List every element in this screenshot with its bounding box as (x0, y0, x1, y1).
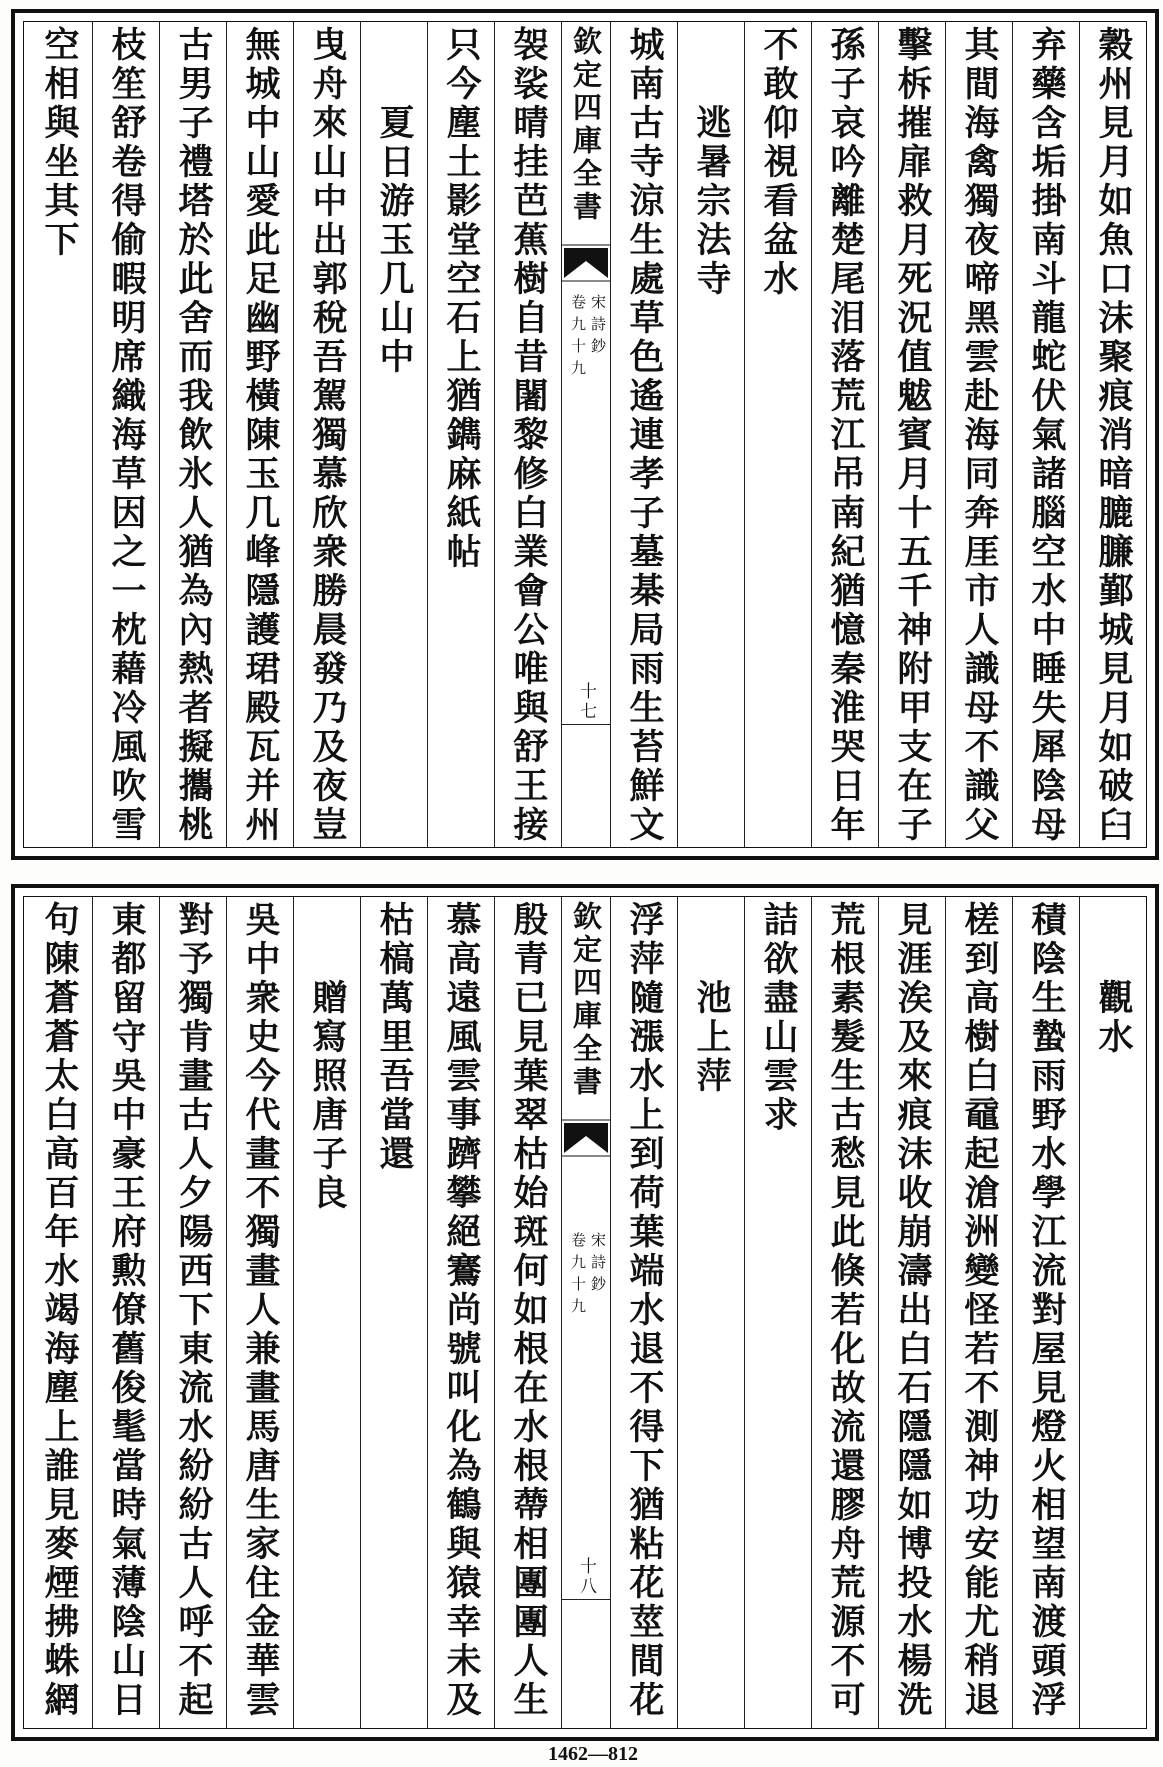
poem-line-column: 袈裟晴挂芭蕉樹自昔闍黎修白業會公唯與舒王接 (494, 22, 561, 847)
poem-line-column: 不敢仰視看盆水 (744, 22, 811, 847)
poem-title: 逃暑宗法寺 (677, 22, 744, 847)
poem-line-column: 擊柝摧扉救月死況值魃賓月十五千神附甲支在子 (878, 22, 945, 847)
page-code: 1462—812 (548, 1743, 638, 1765)
volume-label: 卷九十九 (569, 1232, 587, 1320)
poem-line-column: 吳中衆史今代畫不獨畫人兼畫馬唐生家住金華雲 (226, 897, 293, 1728)
leaf-number-rule (562, 724, 610, 725)
poem-line-column: 殷青已見葉翠枯始斑何如根在水根蔕相團團人生 (494, 897, 561, 1728)
poem-line-column: 句陳蒼蒼太白高百年水竭海塵上誰見麥煙拂蛛網 (39, 901, 80, 1720)
lower-leaf (11, 884, 1159, 1741)
center-fold-column (561, 22, 610, 847)
book-title: 宋詩鈔 (589, 1232, 607, 1298)
poem-line-column: 荒根素髮生古愁見此倏若化故流還膠舟荒源不可 (811, 897, 878, 1728)
poem-line-column: 無城中山愛此足幽野橫陳玉几峰隱護珺殿瓦并州 (226, 22, 293, 847)
poem-line-column: 曳舟來山中出郭稅吾駕獨慕欣衆勝晨發乃及夜豈 (293, 22, 360, 847)
book-title: 宋詩鈔 (589, 294, 607, 360)
poem-line-column: 孫子哀吟離楚尾泪落荒江吊南紀猶憶秦淮哭日年 (811, 22, 878, 847)
poem-line-column: 城南古寺涼生處草色遙連孝子墓棊局雨生苔鮮文 (610, 22, 677, 847)
collection-title: 欽定四庫全書 (569, 26, 603, 224)
poem-title: 池上萍 (677, 897, 744, 1728)
center-fold-column (561, 897, 610, 1728)
poem-line-column: 槎到高樹白黿起滄洲變怪若不測神功安能尤稍退 (945, 897, 1012, 1728)
leaf-frame (23, 896, 1147, 1729)
fish-tail-ornament (562, 244, 610, 282)
poem-title: 觀水 (1079, 897, 1146, 1728)
poem-line-column: 見涯涘及來痕沫收崩濤出白石隱隱如博投水楊洗 (878, 897, 945, 1728)
poem-line-column: 詰欲盡山雲求 (744, 897, 811, 1728)
poem-line-column: 慕高遠風雲事躋攀絕鶱尚號叫化為鶴與猿幸未及 (427, 897, 494, 1728)
volume-label: 卷九十九 (569, 294, 587, 382)
poem-line-column: 積陰生蟄雨野水學江流對屋見燈火相望南渡頭浮 (1012, 897, 1079, 1728)
poem-line-column: 弃藥含垢掛南斗龍蛇伏氣諸腦空水中睡失犀陰母 (1012, 22, 1079, 847)
poem-title: 夏日游玉几山中 (360, 22, 427, 847)
poem-line-column: 對予獨肯畫古人夕陽西下東流水紛紛古人呼不起 (159, 897, 226, 1728)
poem-title: 贈寫照唐子良 (293, 897, 360, 1728)
leaf-frame (23, 21, 1147, 848)
poem-line-column: 其間海禽獨夜啼黑雲赴海同奔厓市人識母不識父 (945, 22, 1012, 847)
upper-leaf (11, 9, 1159, 860)
poem-line-column: 東都留守吳中豪王府勲僚舊俊髦當時氣薄陰山日 (92, 897, 159, 1728)
leaf-number: 十八 (576, 1557, 596, 1597)
poem-line-column: 浮萍隨漲水上到荷葉端水退不得下猶粘花莖間花 (610, 897, 677, 1728)
poem-line-column: 古男子禮塔於此舍而我飲氷人猶為內熱者擬攜桃 (159, 22, 226, 847)
poem-line-column: 枯槁萬里吾當還 (360, 897, 427, 1728)
poem-line-column: 枝笙舒卷得偷暇明席織海草因之一枕藉冷風吹雪 (92, 22, 159, 847)
poem-line-column: 空相與坐其下 (39, 26, 80, 260)
leaf-number-rule (562, 1599, 610, 1600)
poem-line-column: 穀州見月如魚口沫聚痕消暗膔臁鄞城見月如破臼 (1079, 22, 1146, 847)
fish-tail-ornament (562, 1119, 610, 1157)
poem-line-column: 只今塵土影堂空石上猶鐫麻紙帖 (427, 22, 494, 847)
leaf-number: 十七 (576, 682, 596, 722)
collection-title: 欽定四庫全書 (569, 901, 603, 1099)
